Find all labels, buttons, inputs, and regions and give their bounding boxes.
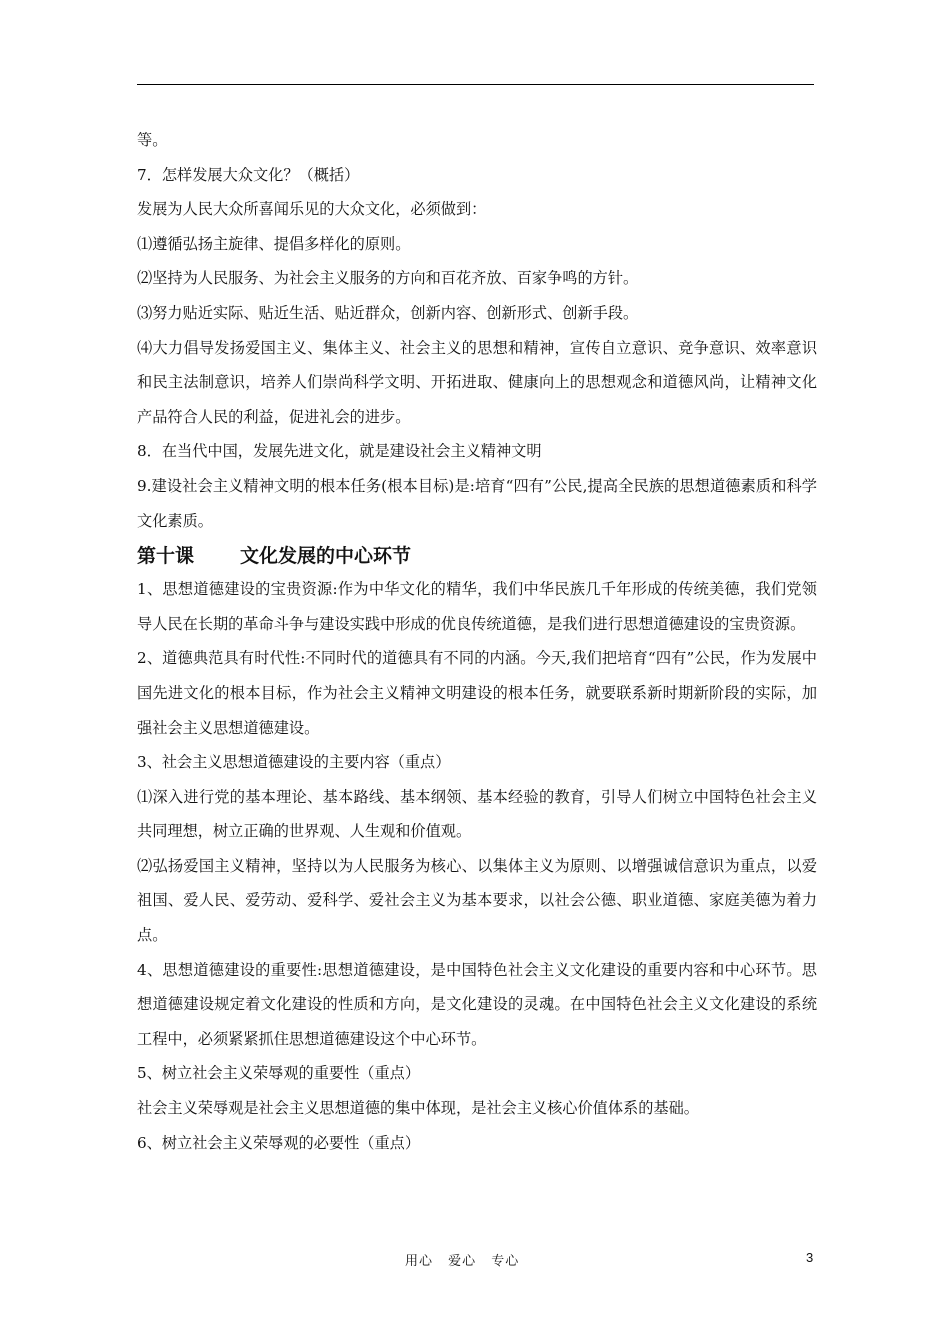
paragraph: 8．在当代中国，发展先进文化，就是建设社会主义精神文明 <box>137 442 542 461</box>
lesson-title: 文化发展的中心环节 <box>240 545 412 568</box>
paragraph: 3、社会主义思想道德建设的主要内容（重点） <box>137 753 451 772</box>
paragraph: ⑵弘扬爱国主义精神，坚持以为人民服务为核心、以集体主义为原则、以增强诚信意识为重点，以爱祖国、爱人民、爱劳动、爱科学、爱社会主义为基本要求，以社会公德、职业道德、家庭美德为着力点。 <box>137 856 817 945</box>
lesson-heading <box>137 540 817 572</box>
paragraph: 等。 <box>137 131 168 149</box>
paragraph: 9.建设社会主义精神文明的根本任务(根本目标)是:培育“四有”公民,提高全民族的思想道德素质和科学文化素质。 <box>137 476 817 530</box>
header-rule <box>137 84 814 85</box>
paragraph: ⑷大力倡导发扬爱国主义、集体主义、社会主义的思想和精神，宣传自立意识、竞争意识、效率意识和民主法制意识，培养人们崇尚科学文明、开拓进取、健康向上的思想观念和道德风尚，让精神文化产品符合人民的利益，促进礼会的进步。 <box>137 338 817 426</box>
document-body <box>137 123 817 1160</box>
page-number: 3 <box>806 1250 814 1265</box>
paragraph: ⑵坚持为人民服务、为社会主义服务的方向和百花齐放、百家争鸣的方针。 <box>137 269 639 288</box>
paragraph: 5、树立社会主义荣辱观的重要性（重点） <box>137 1064 421 1083</box>
footer-text: 用心 爱心 专心 <box>405 1254 520 1269</box>
paragraph: 2、道德典范具有时代性:不同时代的道德具有不同的内涵。今天,我们把培育“四有”公民，作为发展中国先进文化的根本目标，作为社会主义精神文明建设的根本任务，就要联系新时期新阶段的实际，加强社会主义思想道德建设。 <box>137 649 817 737</box>
paragraph: 社会主义荣辱观是社会主义思想道德的集中体现，是社会主义核心价值体系的基础。 <box>137 1099 699 1118</box>
paragraph: ⑴遵循弘扬主旋律、提倡多样化的原则。 <box>137 234 411 253</box>
paragraph: 6、树立社会主义荣辱观的必要性（重点） <box>137 1133 421 1152</box>
paragraph: ⑴深入进行党的基本理论、基本路线、基本纲领、基本经验的教育，引导人们树立中国特色社会主义共同理想，树立正确的世界观、人生观和价值观。 <box>137 787 817 841</box>
paragraph: 4、思想道德建设的重要性:思想道德建设，是中国特色社会主义文化建设的重要内容和中心环节。思想道德建设规定着文化建设的性质和方向，是文化建设的灵魂。在中国特色社会主义文化建设的系统工程中，必须紧紧抓住思想道德建设这个中心环节。 <box>137 960 817 1048</box>
paragraph: 7．怎样发展大众文化？（概括） <box>137 165 360 184</box>
paragraph: 1、思想道德建设的宝贵资源:作为中华文化的精华，我们中华民族几千年形成的传统美德，我们党领导人民在长期的革命斗争与建设实践中形成的优良传统道德，是我们进行思想道德建设的宝贵资源。 <box>137 580 817 633</box>
paragraph: 发展为人民大众所喜闻乐见的大众文化，必须做到： <box>137 200 487 219</box>
page-footer <box>0 1250 950 1270</box>
paragraph: ⑶努力贴近实际、贴近生活、贴近群众，创新内容、创新形式、创新手段。 <box>137 303 639 322</box>
lesson-number: 第十课 <box>137 545 195 568</box>
